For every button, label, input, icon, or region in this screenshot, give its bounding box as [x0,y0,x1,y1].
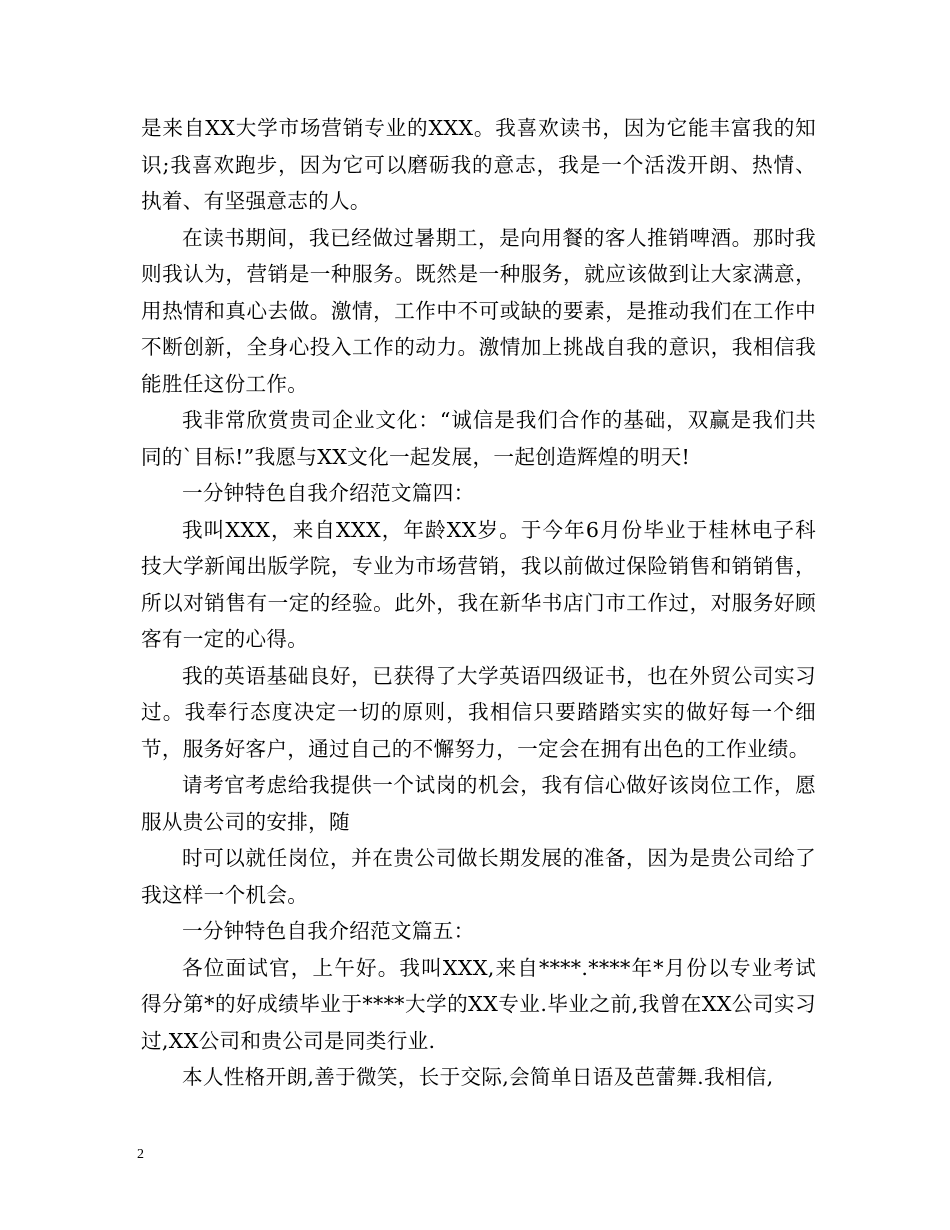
paragraph-1: 是来自XX大学市场营销专业的XXX。我喜欢读书，因为它能丰富我的知识;我喜欢跑步，因为它可以磨砺我的意志，我是一个活泼开朗、热情、执着、有坚强意志的人。 [141,116,816,213]
section-heading-4: 一分钟特色自我介绍范文篇四： [182,481,475,505]
paragraph-11: 本人性格开朗,善于微笑，长于交际,会简单日语及芭蕾舞.我相信, [182,1065,774,1089]
paragraph-8: 时可以就任岗位，并在贵公司做长期发展的准备，因为是贵公司给了我这样一个机会。 [141,846,816,907]
page-number: 2 [137,1147,144,1162]
paragraph-5: 我叫XXX，来自XXX，年龄XX岁。于今年6月份毕业于桂林电子科技大学新闻出版学院，专业为市场营销，我以前做过保险销售和销销售，所以对销售有一定的经验。此外，我在新华书店门市工作过，对服务好顾客有一定的心得。 [141,517,816,651]
section-heading-5: 一分钟特色自我介绍范文篇五： [182,919,475,943]
paragraph-3: 我非常欣赏贵司企业文化：“诚信是我们合作的基础，双赢是我们共同的`目标!”我愿与XX文化一起发展，一起创造辉煌的明天! [141,408,816,469]
document-body [141,110,816,1096]
paragraph-10: 各位面试官，上午好。我叫XXX,来自****.****年*月份以专业考试得分第*的好成绩毕业于****大学的XX专业.毕业之前,我曾在XX公司实习过,XX公司和贵公司是同类行业. [141,955,816,1053]
paragraph-7: 请考官考虑给我提供一个试岗的机会，我有信心做好该岗位工作，愿服从贵公司的安排，随 [141,773,816,834]
paragraph-2: 在读书期间，我已经做过暑期工，是向用餐的客人推销啤酒。那时我则我认为，营销是一种服务。既然是一种服务，就应该做到让大家满意，用热情和真心去做。激情，工作中不可或缺的要素，是推动我们在工作中不断创新，全身心投入工作的动力。激情加上挑战自我的意识，我相信我能胜任这份工作。 [141,225,816,396]
paragraph-6: 我的英语基础良好，已获得了大学英语四级证书，也在外贸公司实习过。我奉行态度决定一切的原则，我相信只要踏踏实实的做好每一个细节，服务好客户，通过自己的不懈努力，一定会在拥有出色的工作业绩。 [141,663,816,761]
